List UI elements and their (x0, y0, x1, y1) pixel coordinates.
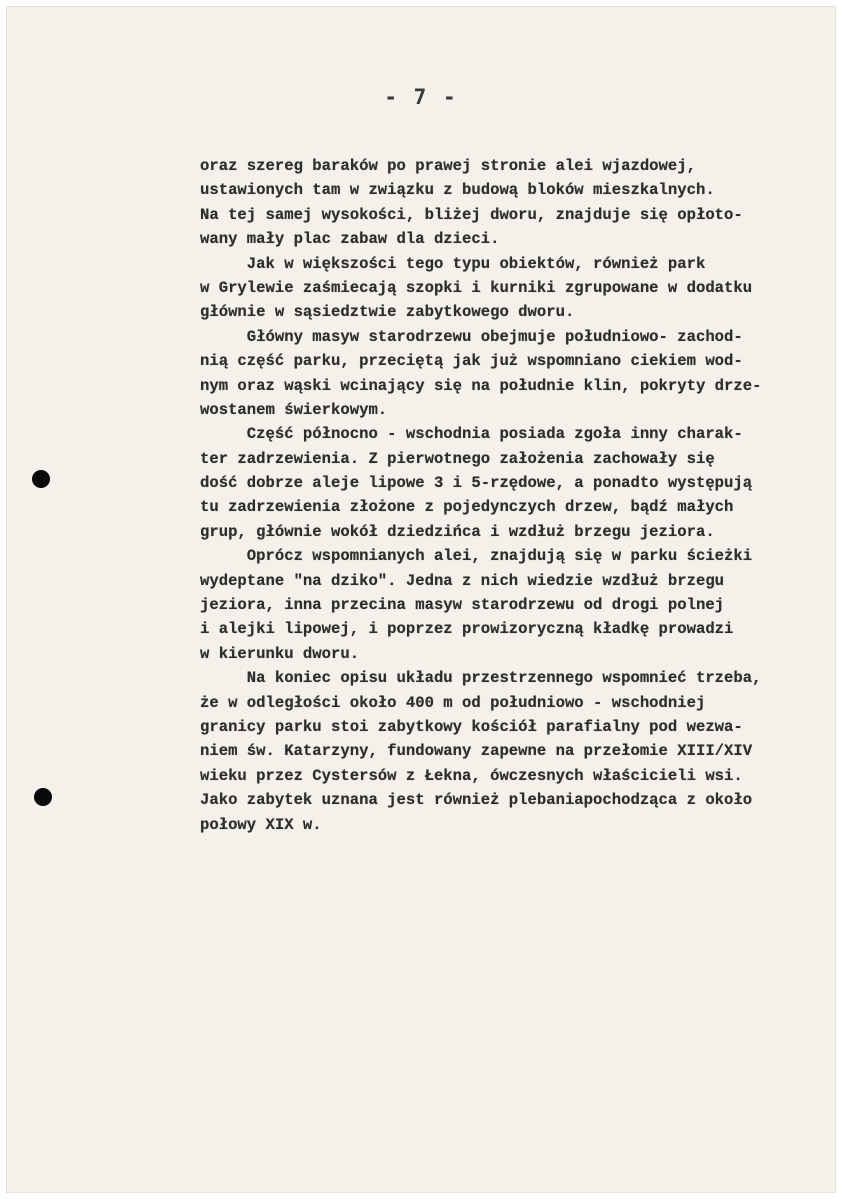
text-line: grup, głównie wokół dziedzińca i wzdłuż brzegu jeziora. (200, 522, 715, 541)
text-line: Na tej samej wysokości, bliżej dworu, znajduje się opłoto- (200, 205, 743, 224)
text-line: nią część parku, przeciętą jak już wspomniano ciekiem wod- (200, 352, 743, 371)
text-line: Oprócz wspomnianych alei, znajdują się w parku ścieżki (200, 547, 753, 566)
text-line: wydeptane "na dziko". Jedna z nich wiedzie wzdłuż brzegu (200, 571, 725, 590)
text-line: wany mały plac zabaw dla dzieci. (200, 230, 500, 249)
text-line: wostanem świerkowym. (200, 400, 388, 419)
text-line: i alejki lipowej, i poprzez prowizoryczną kładkę prowadzi (200, 620, 734, 639)
text-line: granicy parku stoi zabytkowy kościół parafialny pod wezwa- (200, 717, 743, 736)
text-line: Główny masyw starodrzewu obejmuje południowo- zachod- (200, 327, 743, 346)
text-line: że w odległości około 400 m od południowo - wschodniej (200, 693, 706, 712)
text-line: tu zadrzewienia złożone z pojedynczych drzew, bądź małych (200, 498, 734, 517)
text-line: niem św. Katarzyny, fundowany zapewne na przełomie XIII/XIV (200, 742, 753, 761)
text-line: jeziora, inna przecina masyw starodrzewu od drogi polnej (200, 596, 725, 615)
punch-hole-top (32, 470, 50, 488)
text-line: ustawionych tam w związku z budową bloków mieszkalnych. (200, 181, 715, 200)
text-line: Jako zabytek uznana jest również plebaniapochodząca z około (200, 791, 753, 810)
body-text (200, 154, 840, 837)
text-line: wieku przez Cystersów z Łekna, ówczesnych właścicieli wsi. (200, 766, 743, 785)
text-line: połowy XIX w. (200, 815, 322, 834)
text-line: Jak w większości tego typu obiektów, również park (200, 254, 706, 273)
text-line: nym oraz wąski wcinający się na południe klin, pokryty drze- (200, 376, 762, 395)
text-line: ter zadrzewienia. Z pierwotnego założenia zachowały się (200, 449, 715, 468)
text-line: Na koniec opisu układu przestrzennego wspomnieć trzeba, (200, 669, 762, 688)
text-line: w Grylewie zaśmiecają szopki i kurniki zgrupowane w dodatku (200, 278, 753, 297)
text-line: Część północno - wschodnia posiada zgoła inny charak- (200, 425, 743, 444)
text-line: głównie w sąsiedztwie zabytkowego dworu. (200, 303, 575, 322)
text-line: w kierunku dworu. (200, 644, 360, 663)
text-line: dość dobrze aleje lipowe 3 i 5-rzędowe, a ponadto występują (200, 474, 753, 493)
punch-hole-bottom (34, 788, 52, 806)
text-line: oraz szereg baraków po prawej stronie alei wjazdowej, (200, 157, 696, 175)
page-number: - 7 - (384, 85, 458, 109)
